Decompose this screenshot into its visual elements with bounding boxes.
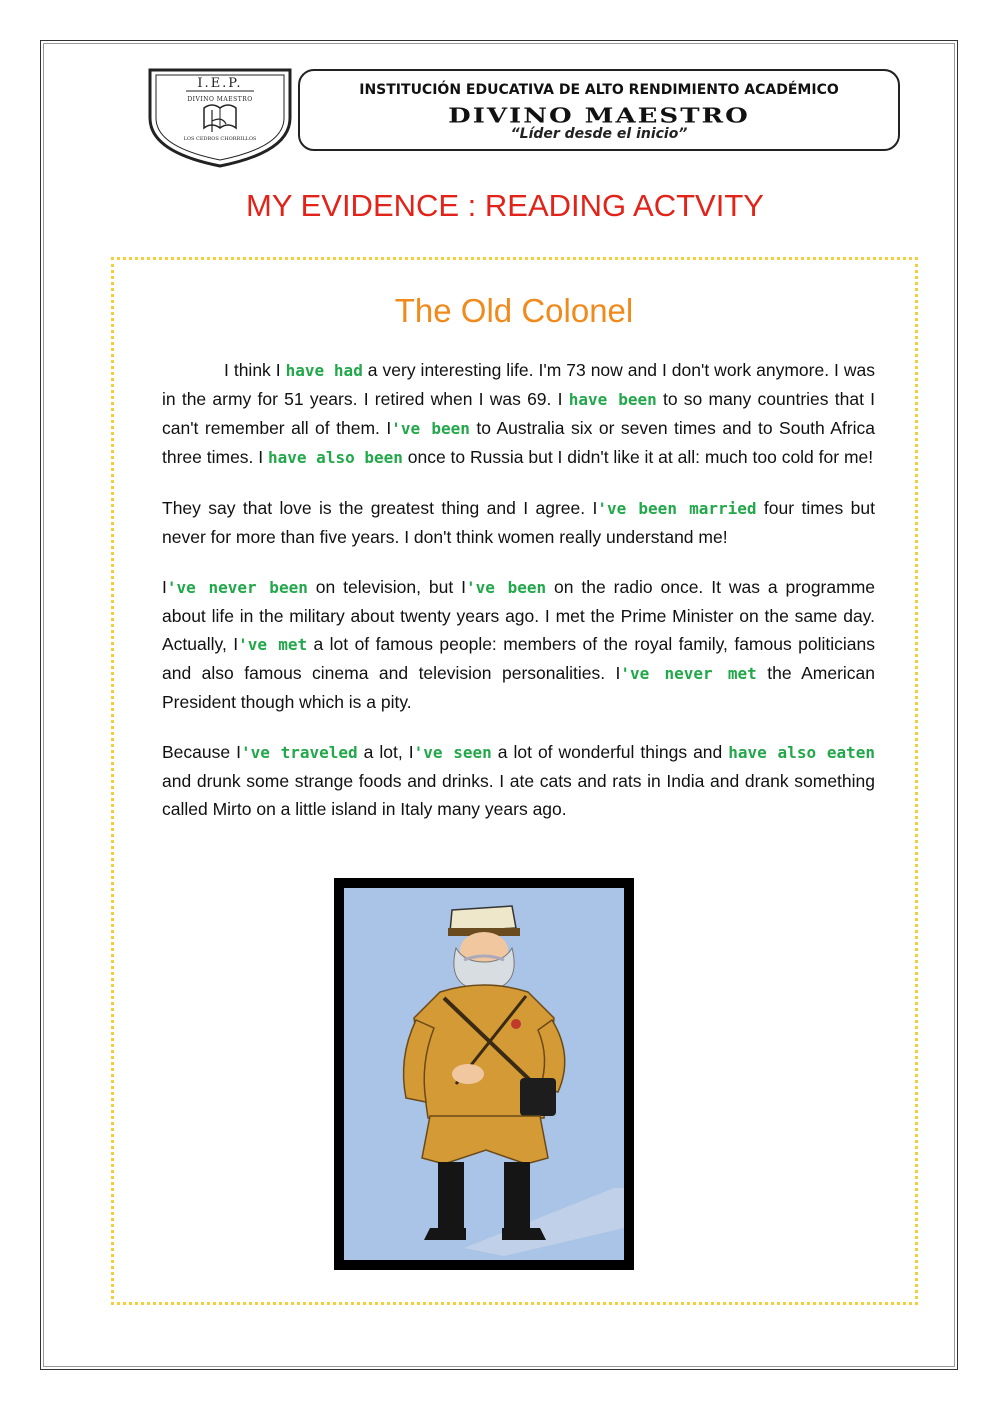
banner-motto: “Líder desde el inicio” [510,126,688,142]
highlighted-verb: 've never been [166,578,308,597]
story-text-segment: on television, but I [307,577,466,597]
story-text-segment: a lot, I [357,742,414,762]
story-text-segment: four times but never for more than five years. I don't think women really understand me! [162,498,875,547]
school-crest [146,66,294,168]
highlighted-verb: have had [285,361,363,380]
story-text-segment: on the radio once. It was a programme about life in the military about twenty years ago. I met the Prime Minister on the same day. Actually, I [162,577,876,654]
story-text-segment: They say that love is the greatest thing and I agree. I [162,498,598,518]
banner-school-name: DIVINO MAESTRO [448,104,750,128]
crest-sub-text: DIVINO MAESTRO [187,96,253,103]
story-text-segment: to Australia six or seven times and to South Africa three times. I [162,418,876,467]
story-paragraph [162,573,875,716]
crest-foot-text: LOS CEDROS CHORRILLOS [183,136,257,142]
story-text-segment: a lot of famous people: members of the royal family, famous politicians and also famous cinema and television personalities. I [162,634,875,683]
story-text-segment: I [162,577,167,597]
story-text-segment: Because I [162,742,241,762]
highlighted-verb: 've been married [597,499,757,518]
story-text-segment: a very interesting life. I'm 73 now and I don't work anymore. I was in the army for 51 years. I retired when I was 69. I [162,360,876,409]
crest-top-text: I.E.P. [197,76,243,91]
highlighted-verb: 've seen [413,743,492,762]
highlighted-verb: 've been [465,578,547,597]
colonel-illustration-icon [344,888,624,1260]
colonel-picture-frame [334,878,634,1270]
story-paragraph [162,356,875,472]
highlighted-verb: 've met [238,635,308,654]
story-title: The Old Colonel [394,292,634,329]
story-text-segment: the American President though which is a pity. [162,663,876,712]
banner-institution: INSTITUCIÓN EDUCATIVA DE ALTO RENDIMIENTO ACADÉMICO [359,82,839,98]
story-text-segment: once to Russia but I didn't like it at all: much too cold for me! [402,447,874,467]
story-text-segment: to so many countries that I can't remember all of them. I [162,389,876,438]
highlighted-verb: 've been [391,419,470,438]
story-text-segment: a lot of wonderful things and [491,742,729,762]
school-banner [298,69,900,151]
highlighted-verb: 've never met [620,664,757,683]
story-text-segment: I think I [224,360,286,380]
highlighted-verb: 've traveled [240,743,358,762]
colonel-picture [344,888,624,1260]
story-text-segment: and drunk some strange foods and drinks. I ate cats and rats in India and drank something called Mirto on a little island in Italy many years ago. [162,771,875,819]
evidence-title: MY EVIDENCE : READING ACTVITY [246,188,764,223]
highlighted-verb: have also eaten [728,743,876,762]
highlighted-verb: have also been [268,448,403,467]
story-text [162,356,875,845]
story-paragraph [162,738,875,823]
highlighted-verb: have been [568,390,657,409]
story-paragraph [162,494,875,551]
